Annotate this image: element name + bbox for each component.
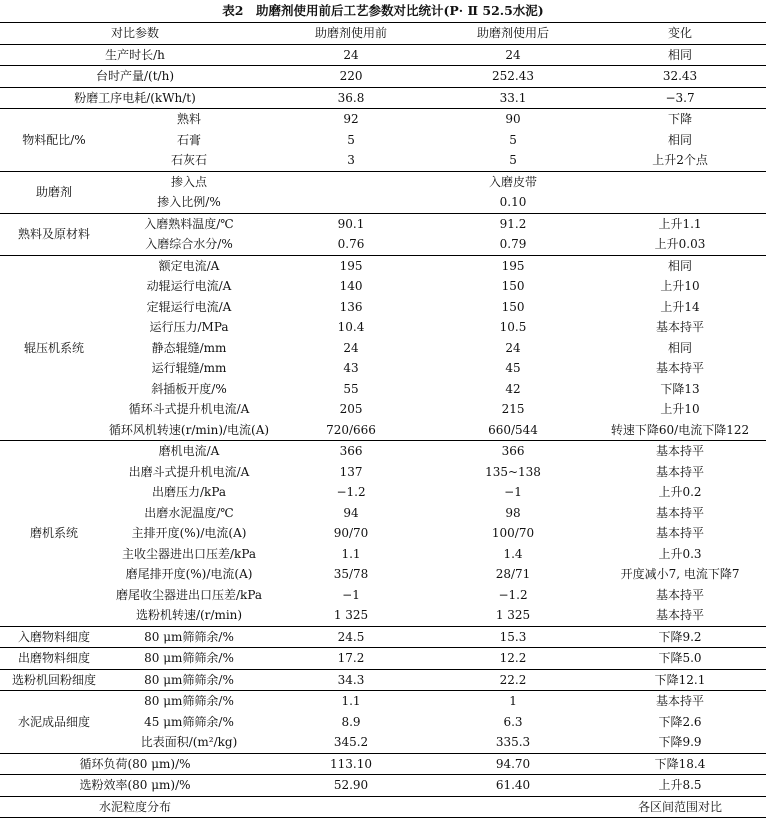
table-row	[0, 150, 766, 171]
table-row	[0, 669, 766, 691]
change-cell: 上升14	[660, 299, 700, 314]
after-value-cell: 90	[432, 109, 594, 130]
table-row	[0, 564, 766, 585]
after-value-cell: 135~138	[485, 464, 541, 479]
group-label: 磨机系统	[0, 441, 108, 627]
table-row	[0, 796, 766, 818]
before-value-cell: 36.8	[270, 87, 432, 109]
before-value-cell: 92	[270, 109, 432, 130]
change-cell: 基本持平	[656, 505, 705, 520]
after-value-cell: 入磨皮带	[432, 171, 594, 192]
before-value-cell	[270, 192, 432, 213]
group-label: 选粉机回粉细度	[0, 669, 108, 691]
table-row	[0, 379, 766, 400]
group-label: 入磨物料细度	[0, 626, 108, 648]
parameter-cell: 水泥粒度分布	[0, 796, 270, 818]
table-row	[0, 441, 766, 462]
after-value-cell: 195	[432, 255, 594, 276]
change-cell: 相同	[668, 132, 693, 147]
after-value-cell: 98	[505, 505, 521, 520]
before-value-cell	[270, 796, 432, 818]
before-value-cell: 5	[347, 132, 355, 147]
group-label: 助磨剂	[0, 171, 108, 213]
header-after: 助磨剂使用后	[432, 23, 594, 45]
after-value-cell: 150	[501, 279, 525, 294]
table-row	[0, 255, 766, 276]
table-row	[0, 87, 766, 109]
before-value-cell: 205	[339, 402, 363, 417]
before-value-cell: 94	[343, 505, 359, 520]
parameter-cell: 80 μm筛筛余/%	[108, 691, 270, 712]
parameter-cell: 斜插板开度/%	[151, 381, 227, 396]
parameter-cell: 80 μm筛筛余/%	[108, 648, 270, 670]
table-row	[0, 66, 766, 88]
before-value-cell: 3	[347, 153, 355, 168]
parameter-cell: 入磨熟料温度/℃	[108, 213, 270, 234]
change-cell: 各区间范围对比	[594, 796, 766, 818]
after-value-cell: 366	[432, 441, 594, 462]
table-header-row	[0, 23, 766, 45]
table-row	[0, 297, 766, 318]
parameter-cell: 出磨水泥温度/℃	[144, 505, 234, 520]
parameter-cell: 粉磨工序电耗/(kWh/t)	[0, 87, 270, 109]
change-cell: 基本持平	[656, 320, 705, 335]
before-value-cell: 24	[343, 340, 359, 355]
before-value-cell: 1.1	[270, 691, 432, 712]
before-value-cell: 10.4	[337, 320, 365, 335]
parameter-cell: 主排开度(%)/电流(A)	[131, 526, 247, 541]
table-row	[0, 399, 766, 420]
before-value-cell	[270, 171, 432, 192]
parameter-cell: 动辊运行电流/A	[146, 279, 232, 294]
change-cell: 基本持平	[656, 464, 705, 479]
before-value-cell: 24	[343, 47, 359, 62]
after-value-cell: 215	[501, 402, 525, 417]
table-row	[0, 503, 766, 524]
parameter-cell: 80 μm筛筛余/%	[108, 626, 270, 648]
parameter-cell: 入磨综合水分/%	[145, 237, 233, 252]
after-value-cell: 94.70	[432, 753, 594, 775]
parameter-cell: 主收尘器进出口压差/kPa	[122, 546, 257, 561]
change-cell: 相同	[594, 255, 766, 276]
table-row	[0, 585, 766, 606]
header-parameter: 对比参数	[0, 23, 270, 45]
table-row	[0, 775, 766, 797]
change-cell: 32.43	[594, 66, 766, 88]
after-value-cell: 12.2	[432, 648, 594, 670]
parameter-cell: 循环风机转速(r/min)/电流(A)	[108, 422, 270, 437]
change-cell: 基本持平	[656, 361, 705, 376]
table-row	[0, 712, 766, 733]
before-value-cell: 137	[339, 464, 363, 479]
before-value-cell: 34.3	[270, 669, 432, 691]
change-cell: 下降18.4	[594, 753, 766, 775]
after-value-cell: 45	[505, 361, 521, 376]
before-value-cell: 113.10	[270, 753, 432, 775]
change-cell: 下降9.9	[658, 735, 702, 750]
change-cell: 转速下降60/电流下降122	[610, 422, 750, 437]
table-row	[0, 44, 766, 66]
table-row	[0, 626, 766, 648]
before-value-cell: 90.1	[270, 213, 432, 234]
parameter-comparison-table	[0, 22, 766, 818]
after-value-cell: 252.43	[432, 66, 594, 88]
after-value-cell: 42	[505, 381, 521, 396]
before-value-cell: 140	[339, 279, 363, 294]
after-value-cell: 335.3	[495, 735, 531, 750]
parameter-cell: 熟料	[108, 109, 270, 130]
group-label: 物料配比/%	[0, 109, 108, 172]
change-cell: 上升1.1	[594, 213, 766, 234]
after-value-cell: 6.3	[503, 714, 523, 729]
table-row	[0, 753, 766, 775]
header-change: 变化	[594, 23, 766, 45]
change-cell	[594, 192, 766, 213]
group-label: 熟料及原材料	[0, 213, 108, 255]
change-cell: 下降	[594, 109, 766, 130]
table-row	[0, 691, 766, 712]
before-value-cell: 1.1	[341, 546, 361, 561]
after-value-cell: 22.2	[432, 669, 594, 691]
before-value-cell: 52.90	[270, 775, 432, 797]
after-value-cell: 24	[505, 340, 521, 355]
before-value-cell: 8.9	[341, 714, 361, 729]
change-cell: 上升2个点	[652, 153, 708, 168]
table-row	[0, 338, 766, 359]
parameter-cell: 额定电流/A	[108, 255, 270, 276]
after-value-cell: 660/544	[488, 422, 538, 437]
change-cell: 基本持平	[594, 441, 766, 462]
before-value-cell: −1	[342, 587, 360, 602]
parameter-cell: 静态辊缝/mm	[151, 340, 227, 355]
change-cell: 下降13	[660, 381, 700, 396]
after-value-cell: 15.3	[432, 626, 594, 648]
after-value-cell: 0.79	[499, 237, 527, 252]
after-value-cell: 10.5	[499, 320, 527, 335]
parameter-cell: 磨尾收尘器进出口压差/kPa	[116, 587, 263, 602]
table-row	[0, 130, 766, 151]
after-value-cell: 28/71	[495, 567, 531, 582]
before-value-cell: 24.5	[270, 626, 432, 648]
parameter-cell: 出磨压力/kPa	[152, 485, 227, 500]
parameter-cell: 选粉效率(80 μm)/%	[0, 775, 270, 797]
parameter-cell: 生产时长/h	[105, 47, 165, 62]
table-row	[0, 317, 766, 338]
after-value-cell: 150	[501, 299, 525, 314]
table-row	[0, 276, 766, 297]
change-cell: 上升10	[660, 279, 700, 294]
parameter-cell: 运行压力/MPa	[149, 320, 229, 335]
change-cell: 开度减小7, 电流下降7	[620, 567, 740, 582]
parameter-cell: 定辊运行电流/A	[146, 299, 232, 314]
change-cell	[594, 171, 766, 192]
table-row	[0, 358, 766, 379]
before-value-cell: 43	[343, 361, 359, 376]
change-cell: −3.7	[594, 87, 766, 109]
after-value-cell: 0.10	[499, 195, 527, 210]
after-value-cell: 24	[505, 47, 521, 62]
group-label: 水泥成品细度	[0, 691, 108, 754]
table-row	[0, 420, 766, 441]
table-row	[0, 523, 766, 544]
parameter-cell: 磨尾排开度(%)/电流(A)	[125, 567, 253, 582]
before-value-cell: 720/666	[326, 422, 376, 437]
after-value-cell: 61.40	[432, 775, 594, 797]
parameter-cell: 出磨斗式提升机电流/A	[128, 464, 250, 479]
before-value-cell: 90/70	[333, 526, 369, 541]
change-cell: 基本持平	[594, 691, 766, 712]
after-value-cell: 1.4	[503, 546, 523, 561]
parameter-cell: 石灰石	[171, 153, 208, 168]
before-value-cell: 1 325	[333, 608, 369, 623]
after-value-cell: 1 325	[495, 608, 531, 623]
change-cell: 基本持平	[656, 526, 705, 541]
change-cell: 上升0.3	[658, 546, 702, 561]
group-label: 出磨物料细度	[0, 648, 108, 670]
parameter-cell: 循环斗式提升机电流/A	[128, 402, 250, 417]
parameter-cell: 循环负荷(80 μm)/%	[0, 753, 270, 775]
after-value-cell	[432, 796, 594, 818]
parameter-cell: 比表面积/(m²/kg)	[140, 735, 238, 750]
parameter-cell: 磨机电流/A	[108, 441, 270, 462]
table-row	[0, 171, 766, 192]
parameter-cell: 80 μm筛筛余/%	[108, 669, 270, 691]
table-body	[0, 23, 766, 818]
table-row	[0, 482, 766, 503]
after-value-cell: 1	[432, 691, 594, 712]
parameter-cell: 掺入点	[108, 171, 270, 192]
parameter-cell: 石膏	[177, 132, 202, 147]
table-row	[0, 109, 766, 130]
table-row	[0, 544, 766, 565]
before-value-cell: 195	[270, 255, 432, 276]
before-value-cell: 345.2	[333, 735, 369, 750]
before-value-cell: 17.2	[270, 648, 432, 670]
after-value-cell: 91.2	[432, 213, 594, 234]
change-cell: 下降9.2	[594, 626, 766, 648]
before-value-cell: 55	[343, 381, 359, 396]
parameter-cell: 台时产量/(t/h)	[0, 66, 270, 88]
table-row	[0, 462, 766, 483]
table-row	[0, 213, 766, 234]
change-cell: 下降2.6	[658, 714, 702, 729]
header-before: 助磨剂使用前	[270, 23, 432, 45]
after-value-cell: 5	[509, 132, 517, 147]
change-cell: 上升0.2	[658, 485, 702, 500]
parameter-cell: 运行辊缝/mm	[151, 361, 227, 376]
table-row	[0, 234, 766, 255]
change-cell: 下降5.0	[594, 648, 766, 670]
before-value-cell: 366	[270, 441, 432, 462]
before-value-cell: 220	[270, 66, 432, 88]
change-cell: 上升10	[660, 402, 700, 417]
parameter-cell: 45 μm筛筛余/%	[144, 714, 234, 729]
after-value-cell: −1	[504, 485, 522, 500]
before-value-cell: 35/78	[333, 567, 369, 582]
after-value-cell: −1.2	[498, 587, 528, 602]
table-row	[0, 648, 766, 670]
table-row	[0, 732, 766, 753]
before-value-cell: 136	[339, 299, 363, 314]
before-value-cell: 0.76	[337, 237, 365, 252]
group-label: 辊压机系统	[0, 255, 108, 441]
table-row	[0, 192, 766, 213]
after-value-cell: 33.1	[432, 87, 594, 109]
change-cell: 基本持平	[656, 587, 705, 602]
after-value-cell: 5	[509, 153, 517, 168]
parameter-cell: 选粉机转速/(r/min)	[135, 608, 243, 623]
before-value-cell: −1.2	[336, 485, 366, 500]
parameter-cell: 掺入比例/%	[157, 195, 221, 210]
change-cell: 相同	[668, 47, 693, 62]
change-cell: 上升0.03	[654, 237, 706, 252]
change-cell: 上升8.5	[594, 775, 766, 797]
change-cell: 基本持平	[656, 608, 705, 623]
table-caption: 表2 助磨剂使用前后工艺参数对比统计(P· Ⅱ 52.5水泥)	[222, 3, 544, 18]
change-cell: 相同	[668, 340, 693, 355]
after-value-cell: 100/70	[491, 526, 535, 541]
change-cell: 下降12.1	[594, 669, 766, 691]
table-row	[0, 605, 766, 626]
